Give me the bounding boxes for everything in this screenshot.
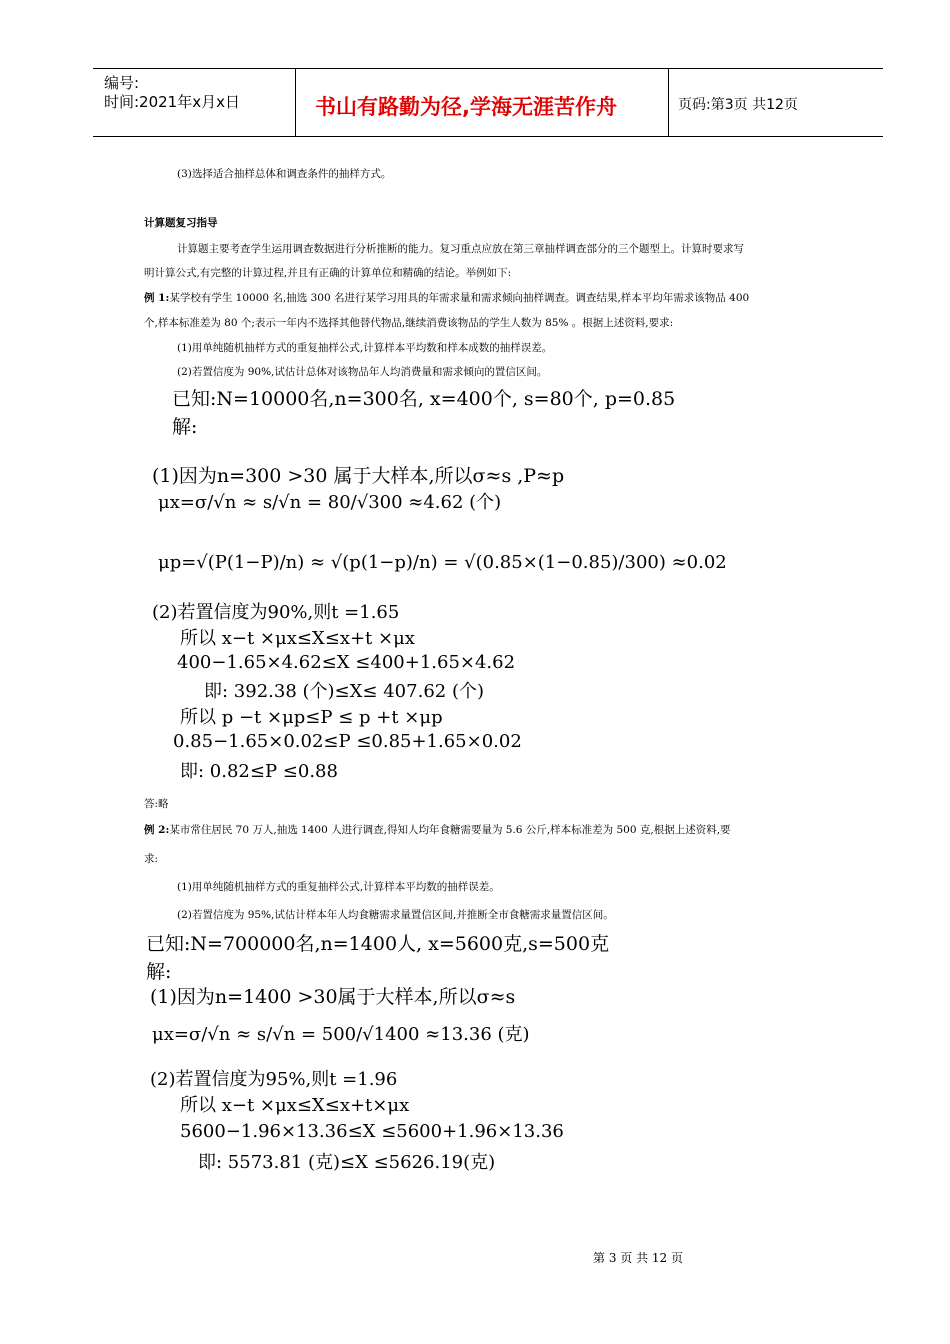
section-title: 计算题复习指导	[144, 217, 218, 229]
example-1-text-1: 某学校有学生 10000 名,抽选 300 名进行某学习用具的年需求量和需求倾向抽样调查。调查结果,样本平均年需求该物品 400	[169, 292, 750, 304]
example-1-step-1: (1)因为n=300 >30 属于大样本,所以σ≈s ,P≈p	[152, 465, 565, 487]
example-1-question-1: (1)用单纯随机抽样方式的重复抽样公式,计算样本平均数和样本成数的抽样误差。	[177, 342, 553, 354]
example-2-line-1	[144, 822, 731, 837]
method-item-3: (3)选择适合抽样总体和调查条件的抽样方式。	[177, 168, 392, 180]
example-1-mu-x-formula	[158, 488, 501, 514]
example-1-interval-line-4: 所以 p −t ×μp≤P ≤ p +t ×μp	[180, 707, 443, 728]
example-1-interval-line-3: 即: 392.38 (个)≤X≤ 407.62 (个)	[204, 681, 484, 702]
example-1-mu-x-expression: μx=σ/√n ≈ s/√n = 80/√300 ≈4.62 (个)	[158, 492, 502, 513]
example-2-text-1: 某市常住居民 70 万人,抽选 1400 人进行调查,得知人均年食糖需要量为 5.6 公斤,样本标准差为 500 克,根据上述资料,要	[169, 824, 731, 836]
example-2-label: 例 2:	[144, 824, 170, 836]
header-divider-2	[668, 69, 669, 136]
example-2-known: 已知:N=700000名,n=1400人, x=5600克,s=500克	[146, 933, 610, 955]
header-time: 时间:2021年x月x日	[104, 93, 240, 111]
example-2-interval-line-1: 所以 x−t ×μx≤X≤x+t×μx	[180, 1095, 410, 1116]
intro-line-1: 计算题主要考查学生运用调查数据进行分析推断的能力。复习重点应放在第三章抽样调查部分的三个题型上。计算时要求写	[177, 243, 744, 255]
example-1-interval-line-5: 0.85−1.65×0.02≤P ≤0.85+1.65×0.02	[173, 731, 522, 752]
example-1-step-2: (2)若置信度为90%,则t =1.65	[152, 602, 400, 623]
example-2-question-2: (2)若置信度为 95%,试估计样本年人均食糖需求量置信区间,并推断全市食糖需求量置信区间。	[177, 909, 614, 921]
example-2-interval-line-2: 5600−1.96×13.36≤X ≤5600+1.96×13.36	[180, 1121, 564, 1142]
example-1-mu-p-formula	[158, 552, 727, 573]
example-2-mu-x-expression: μx=σ/√n ≈ s/√n = 500/√1400 ≈13.36 (克)	[152, 1024, 530, 1045]
example-2-solution-label: 解:	[146, 961, 172, 983]
example-1-interval-line-2: 400−1.65×4.62≤X ≤400+1.65×4.62	[177, 652, 516, 673]
example-2-line-2: 求:	[144, 853, 159, 865]
header-page-label: 页码:第3页 共12页	[678, 97, 798, 113]
example-1-interval-line-1: 所以 x−t ×μx≤X≤x+t ×μx	[180, 628, 415, 649]
example-1-interval-line-6: 即: 0.82≤P ≤0.88	[180, 761, 338, 782]
example-1-mu-p-expression: μp=√(P(1−P)/n) ≈ √(p(1−p)/n) = √(0.85×(1−0.85)/300) ≈0.02	[158, 552, 727, 573]
example-2-mu-x-formula	[152, 1020, 530, 1046]
footer-page-number: 第 3 页 共 12 页	[593, 1251, 683, 1265]
example-1-solution-label: 解:	[172, 416, 198, 438]
example-1-question-2: (2)若置信度为 90%,试估计总体对该物品年人均消费量和需求倾向的置信区间。	[177, 366, 548, 378]
answer-note: 答:略	[144, 798, 169, 810]
intro-line-2: 明计算公式,有完整的计算过程,并且有正确的计算单位和精确的结论。举例如下:	[144, 267, 512, 279]
example-2-interval-line-3: 即: 5573.81 (克)≤X ≤5626.19(克)	[198, 1152, 496, 1173]
example-1-line-1	[144, 290, 749, 305]
header-divider-1	[295, 69, 296, 136]
header-serial: 编号:	[104, 74, 140, 92]
header-motto: 书山有路勤为径,学海无涯苦作舟	[315, 95, 617, 119]
example-1-known: 已知:N=10000名,n=300名, x=400个, s=80个, p=0.85	[172, 388, 676, 410]
example-2-question-1: (1)用单纯随机抽样方式的重复抽样公式,计算样本平均数的抽样误差。	[177, 881, 500, 893]
example-2-step-2: (2)若置信度为95%,则t =1.96	[150, 1069, 398, 1090]
header-top-rule	[93, 68, 883, 69]
example-1-line-2: 个,样本标准差为 80 个;表示一年内不选择其他替代物品,继续消费该物品的学生人数为 85% 。根据上述资料,要求:	[144, 317, 674, 329]
example-1-label: 例 1:	[144, 292, 170, 304]
example-2-step-1: (1)因为n=1400 >30属于大样本,所以σ≈s	[150, 986, 516, 1008]
header-bottom-rule	[93, 136, 883, 137]
